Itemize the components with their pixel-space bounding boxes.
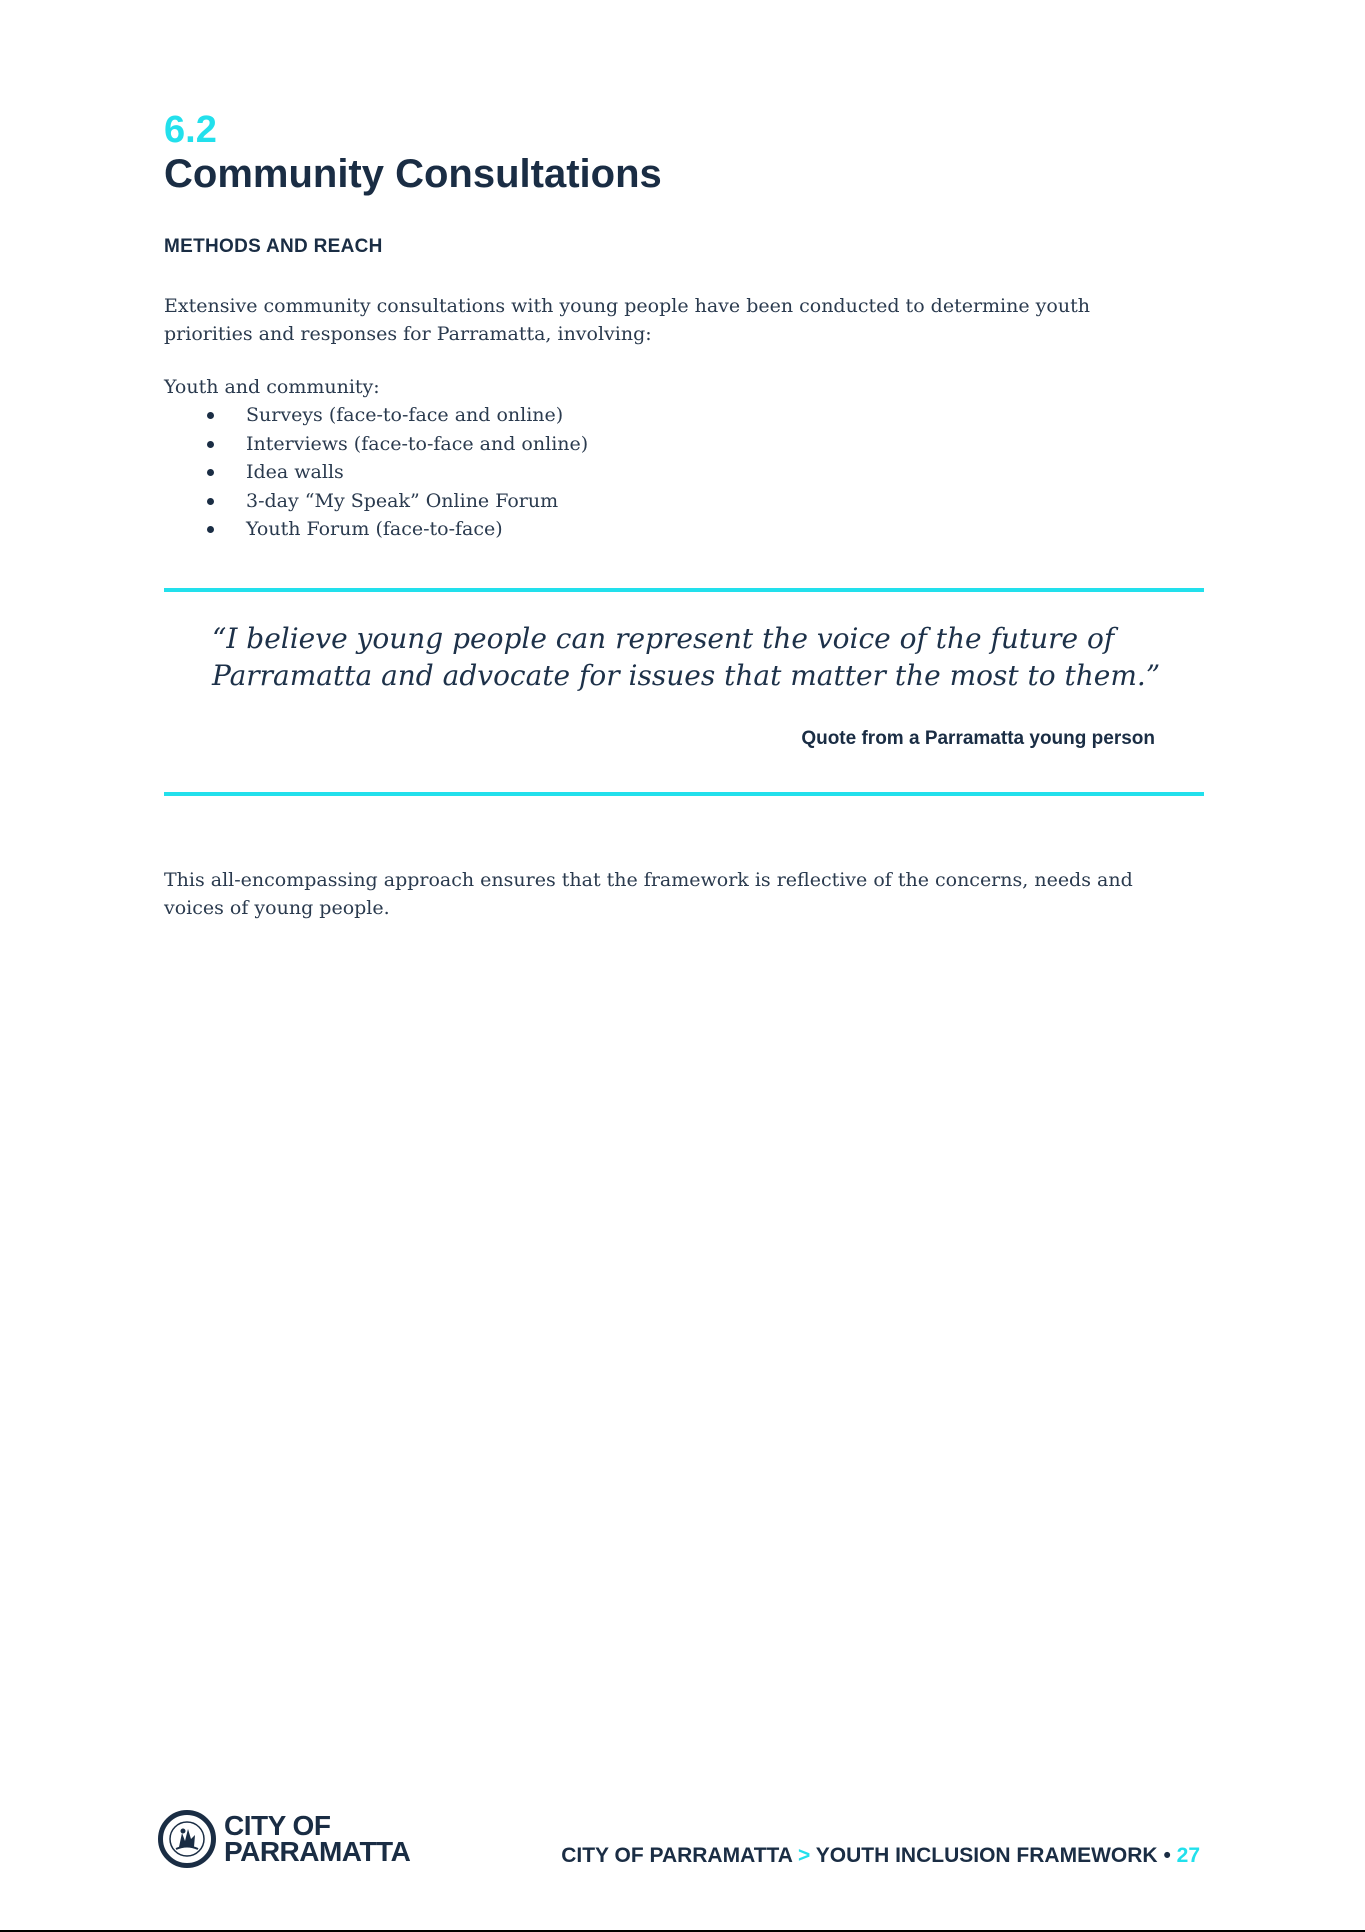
city-of-parramatta-logo [158,1810,410,1868]
footer-document-title: YOUTH INCLUSION FRAMEWORK [815,1844,1158,1867]
footer-breadcrumb [561,1844,1200,1868]
parramatta-crest-icon [158,1810,216,1868]
list-item [164,458,588,487]
page-title: Community Consultations [164,152,662,196]
subheading: METHODS AND REACH [164,236,383,257]
pull-quote: “I believe young people can represent the voice of the future of Parramatta and advocate for issues that matter the most to them.” [212,622,1161,692]
closing-paragraph: This all-encompassing approach ensures that the framework is reflective of the concerns, needs and voices of young people. [164,869,1133,919]
page-number: 27 [1176,1844,1200,1867]
footer-separator: > [798,1844,811,1867]
bullet-icon [207,412,214,419]
logo-line-2: PARRAMATTA [224,1836,411,1867]
list-item [164,515,588,544]
section-number: 6.2 [164,109,217,151]
list-item [164,487,588,516]
list-label: Youth and community: [164,376,380,398]
intro-paragraph: Extensive community consultations with young people have been conducted to determine youth priorities and responses for Parramatta, involving: [164,295,1090,345]
logo-wordmark [224,1810,411,1867]
list-item [164,430,588,459]
list-item-text: Interviews (face-to-face and online) [246,432,589,455]
list-item-text: Surveys (face-to-face and online) [246,404,564,426]
list-item [164,401,588,430]
bullet-icon [207,441,214,448]
logo-line-1: CITY OF [224,1810,331,1841]
list-item-text: Youth Forum (face-to-face) [246,518,503,540]
bullet-icon [207,498,214,505]
bullet-icon [207,469,214,476]
quote-attribution: Quote from a Parramatta young person [801,728,1155,749]
list-item-text: Idea walls [246,461,344,483]
quote-divider-top [164,588,1204,592]
bullet-icon [207,526,214,533]
footer-bullet: • [1163,1844,1171,1867]
list-item-text: 3-day “My Speak” Online Forum [246,489,559,512]
consultation-methods-list [164,401,588,544]
footer-org: CITY OF PARRAMATTA [561,1844,793,1867]
quote-divider-bottom [164,792,1204,796]
